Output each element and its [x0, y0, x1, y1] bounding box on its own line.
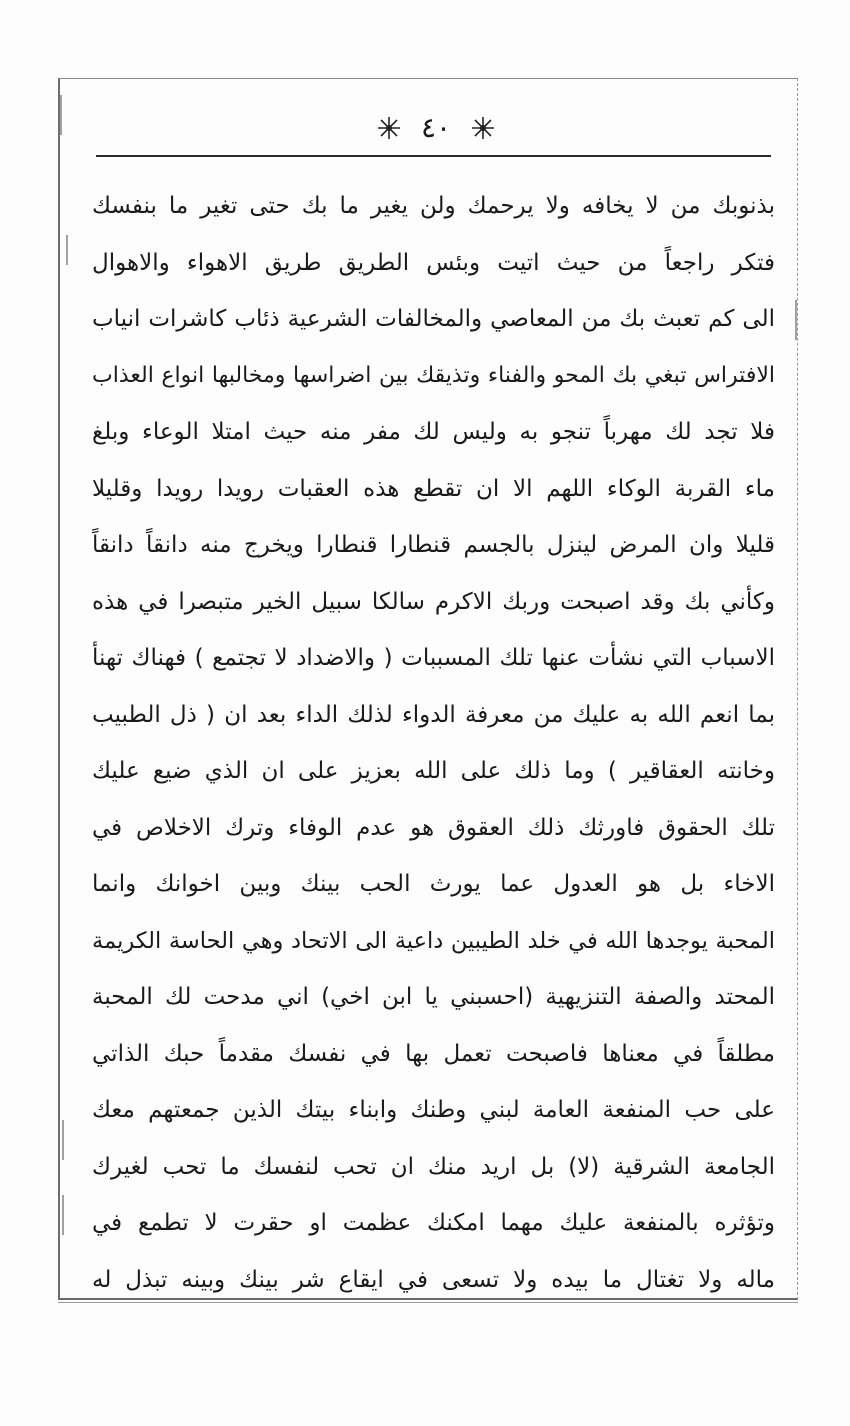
text-line: مطلقاً في معناها فاصبحت تعمل بها في نفسك مقدماً حبك الذاتي — [92, 1040, 775, 1067]
text-line: ماله ولا تغتال ما بيده ولا تسعى في ايقاع شر بينك وبينه تبذل له — [92, 1266, 775, 1293]
text-line: المحبة يوجدها الله في خلد الطيبين داعية الى الاتحاد وهي الحاسة الكريمة — [92, 927, 775, 954]
text-line: الى كم تعبث بك من المعاصي والمخالفات الشرعية ذئاب كاشرات انياب — [92, 306, 775, 332]
text-line: فتكر راجعاً من حيث اتيت وبئس الطريق طريق الاهواء والاهوال — [92, 249, 775, 276]
margin-mark — [60, 95, 62, 135]
floral-ornament-icon — [470, 115, 496, 141]
text-line: بذنوبك من لا يخافه ولا يرحمك ولن يغير ما بك حتى تغير ما بنفسك — [92, 193, 775, 219]
margin-mark — [795, 300, 797, 340]
text-line: المحتد والصفة التنزيهية (احسبني يا ابن اخي) اني مدحت لك المحبة — [92, 984, 775, 1010]
text-line: الاسباب التي نشأت عنها تلك المسببات ( والاضداد لا تجتمع ) فهناك تهنأ — [92, 645, 775, 671]
text-line: تلك الحقوق فاورثك ذلك العقوق هو عدم الوفاء وترك الاخلاص في — [92, 814, 775, 841]
header-rule — [96, 155, 771, 157]
page-number: ٤٠ — [420, 111, 452, 144]
text-line: فلا تجد لك مهرباً تنجو به وليس لك مفر منه حيث امتلا الوعاء وبلغ — [92, 419, 775, 445]
text-line: الاخاء بل هو العدول عما يورث الحب بينك وبين اخوانك وانما — [92, 871, 775, 897]
margin-mark — [62, 1120, 64, 1160]
body-text — [92, 178, 775, 1308]
margin-mark — [66, 235, 68, 265]
text-line: وكأني بك وقد اصبحت وربك الاكرم سالكا سبيل الخير متبصرا في هذه — [92, 588, 775, 615]
text-line: ماء القربة الوكاء اللهم الا ان تقطع هذه العقبات رويدا رويدا وقليلا — [92, 475, 775, 502]
text-line: على حب المنفعة العامة لبني وطنك وابناء بيتك الذين جمعتهم معك — [92, 1097, 775, 1123]
text-line: بما انعم الله به عليك من معرفة الدواء لذلك الداء بعد ان ( ذل الطبيب — [92, 701, 775, 728]
text-line: الافتراس تبغي بك المحو والفناء وتذيقك بين اضراسها ومخالبها انواع العذاب — [92, 362, 775, 388]
text-line: قليلا وان المرض لينزل بالجسم قنطارا قنطارا ويخرج منه دانقاً دانقاً — [92, 532, 775, 558]
floral-ornament-icon — [376, 115, 402, 141]
text-line: الجامعة الشرقية (لا) بل اريد منك ان تحب لنفسك ما تحب لغيرك — [92, 1153, 775, 1180]
text-line: وخانته العقاقير ) وما ذلك على الله بعزيز على ان الذي ضيع عليك — [92, 758, 775, 784]
page-header — [96, 108, 776, 148]
text-line: وتؤثره بالمنفعة عليك مهما امكنك عظمت او حقرت لا تطمع في — [92, 1210, 775, 1236]
margin-mark — [62, 1195, 64, 1235]
